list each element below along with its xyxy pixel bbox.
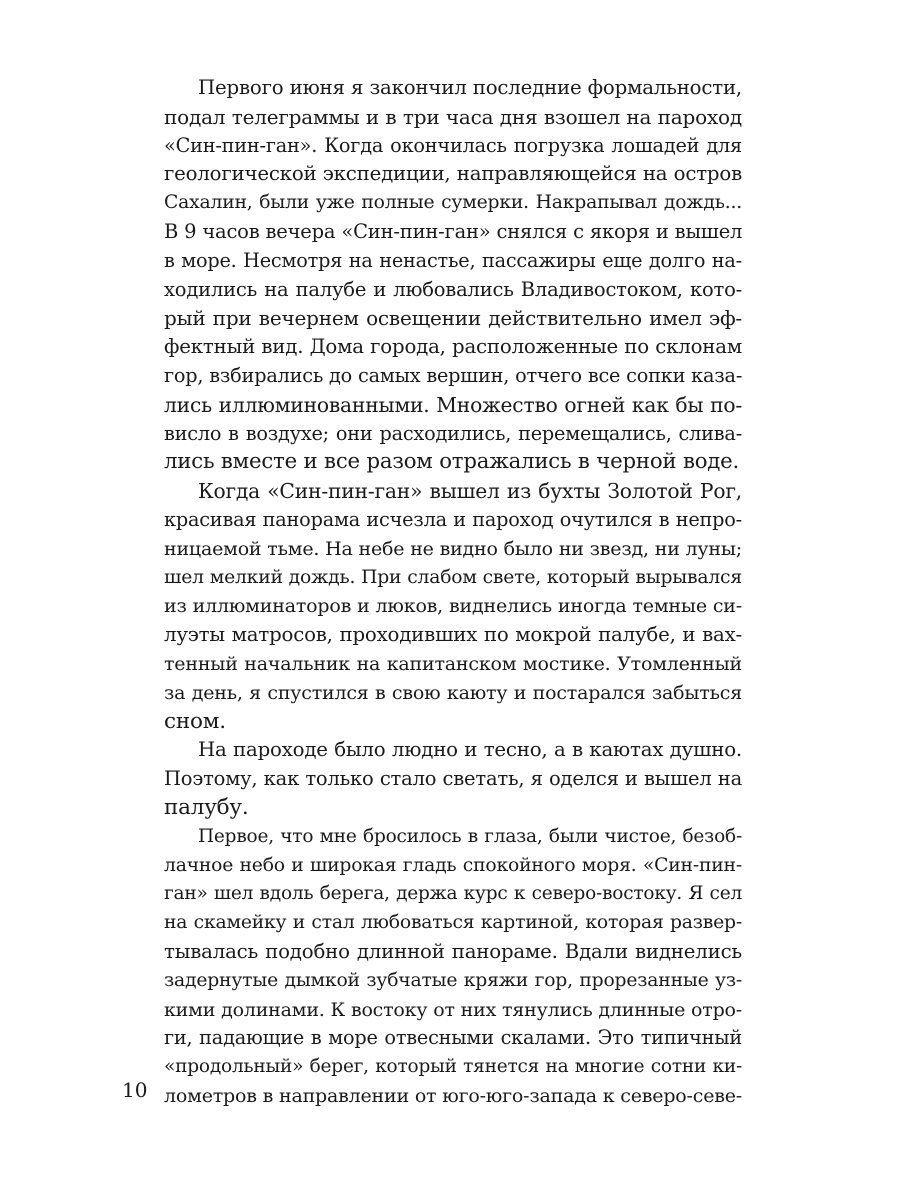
paragraph — [164, 477, 742, 736]
text-line: гор, взбирались до самых вершин, отчего все сопки каза- — [164, 363, 743, 387]
text-line: лись иллюминованными. Множество огней как бы по- — [164, 392, 742, 417]
text-line: подал телеграммы и в три часа дня взошел на пароход — [164, 104, 742, 129]
text-line: фектный вид. Дома города, расположенные по склонам — [164, 335, 742, 359]
text-line: ги, падающие в море отвесными скалами. Это типичный — [164, 1026, 742, 1050]
text-line: тенный начальник на капитанском мостике. Утомленный — [164, 652, 742, 675]
text-line: геологической экспедиции, направляющейся на остров — [164, 162, 742, 186]
text-line: висло в воздухе; они расходились, перемещались, слива- — [164, 421, 742, 445]
text-line: «Син-пин-ган». Когда окончилась погрузка лошадей для — [164, 133, 742, 157]
text-line: Когда «Син-пин-ган» вышел из бухты Золотой Рог, — [198, 479, 742, 504]
text-line: лометров в направлении от юго-юго-запада к северо-севе- — [164, 1084, 742, 1107]
text-line: Поэтому, как только стало светать, я оделся и вышел на — [164, 767, 742, 791]
text-line: красивая панорама исчезла и пароход очутился в непро- — [164, 507, 742, 531]
paragraph — [164, 823, 742, 1111]
text-line: кими долинами. К востоку от них тянулись длинные отро- — [164, 998, 742, 1021]
text-line: сном. — [164, 708, 226, 734]
text-block — [164, 74, 742, 1111]
text-line: Сахалин, были уже полные сумерки. Накрапывал дождь... — [164, 192, 742, 214]
text-line: лись вместе и все разом отражались в черной воде. — [164, 449, 740, 475]
text-line: ходились на палубе и любовались Владивостоком, кото- — [164, 277, 742, 301]
text-line: на скамейку и стал любоваться картиной, которая развер- — [164, 912, 742, 934]
text-line: Первого июня я закончил последние формальности, — [198, 76, 742, 99]
text-line: В 9 часов вечера «Син-пин-ган» снялся с якоря и вышел — [164, 219, 743, 243]
text-line: ган» шел вдоль берега, держа курс к северо-востоку. Я сел — [164, 883, 742, 905]
text-line: шел мелкий дождь. При слабом свете, который вырывался — [164, 566, 742, 588]
text-line: луэты матросов, проходивших по мокрой палубе, и вах- — [164, 623, 742, 647]
text-line: в море. Несмотря на ненастье, пассажиры еще долго на- — [164, 248, 742, 272]
text-line: ницаемой тьме. На небе не видно было ни звезд, ни луны; — [164, 537, 742, 560]
text-line: из иллюминаторов и люков, виднелись иногда темные си- — [164, 595, 742, 618]
text-line: лачное небо и широкая гладь спокойного моря. «Син-пин- — [164, 854, 742, 876]
text-line: за день, я спустился в свою каюту и постарался забыться — [164, 681, 742, 704]
text-line: Первое, что мне бросилось в глаза, были чистое, безоб- — [198, 825, 742, 847]
text-line: задернутые дымкой зубчатые кряжи гор, прорезанные уз- — [164, 969, 742, 991]
text-line: рый при вечернем освещении действительно имел эф- — [164, 306, 742, 331]
text-line: тывалась подобно длинной панораме. Вдали виднелись — [164, 939, 742, 963]
page-number: 10 — [122, 1078, 148, 1102]
text-line: палубу. — [164, 794, 249, 820]
text-line: На пароходе было людно и тесно, а в каютах душно. — [198, 738, 742, 762]
paragraph — [164, 74, 742, 477]
text-line: «продольный» берег, который тянется на многие сотни ки- — [164, 1056, 742, 1078]
paragraph — [164, 736, 742, 822]
